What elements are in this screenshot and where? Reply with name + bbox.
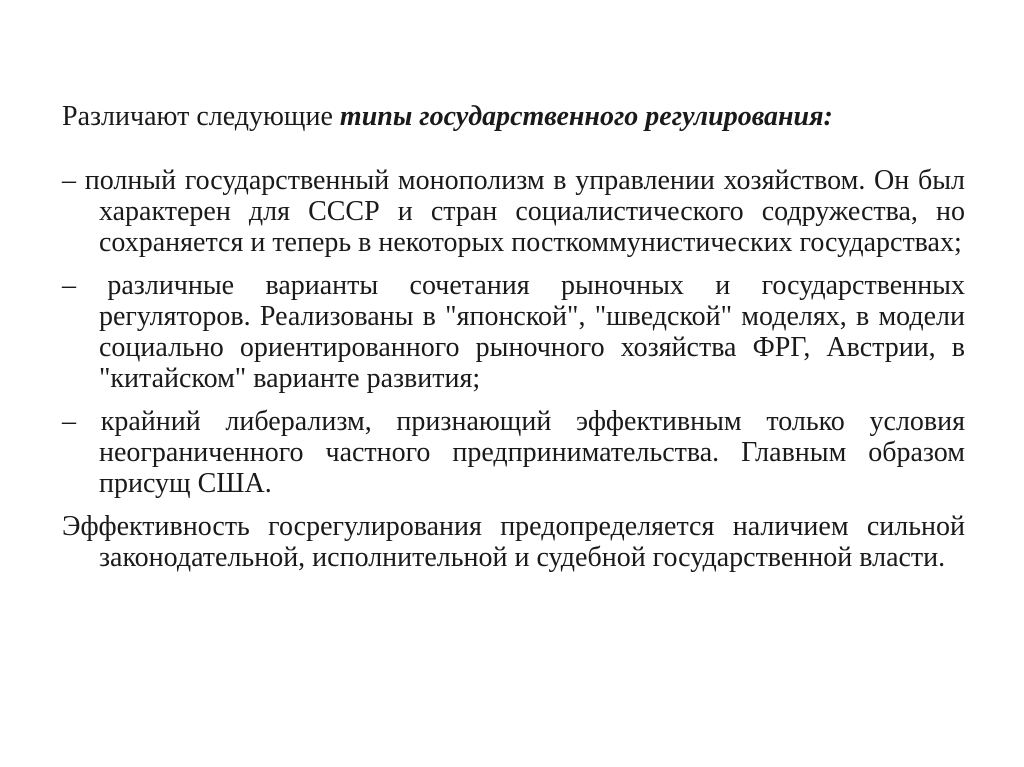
list-item — [62, 270, 965, 394]
list-item-dash: – — [62, 270, 108, 301]
list-item-text: полный государственный монополизм в управлении хозяйством. Он был характерен для СССР и стран социалистического содружества, но сохраняется и теперь в некоторых посткоммунистических государствах; — [84, 165, 965, 258]
list-item — [62, 165, 965, 258]
list-item-text: различные варианты сочетания рыночных и государственных регуляторов. Реализованы в "японской", "шведской" моделях, в модели социально ориентированного рыночного хозяйства ФРГ, Австрии, в "китайском" варианте развития; — [99, 270, 965, 394]
list-item-dash: – — [62, 406, 101, 437]
slide-body — [62, 101, 965, 573]
slide-heading — [62, 101, 965, 132]
list-item-text: крайний либерализм, признающий эффективным только условия неограниченного частного предпринимательства. Главным образом присущ США. — [99, 406, 965, 499]
conclusion-paragraph — [62, 511, 965, 573]
conclusion-text: Эффективность госрегулирования предопределяется наличием сильной законодательной, исполнительной и судебной государственной власти. — [62, 511, 965, 573]
heading-lead: Различают следующие — [62, 101, 340, 132]
list-item-dash: – — [62, 165, 85, 196]
heading-emphasis: типы государственного регулирования: — [339, 101, 833, 132]
list-item — [62, 406, 965, 499]
